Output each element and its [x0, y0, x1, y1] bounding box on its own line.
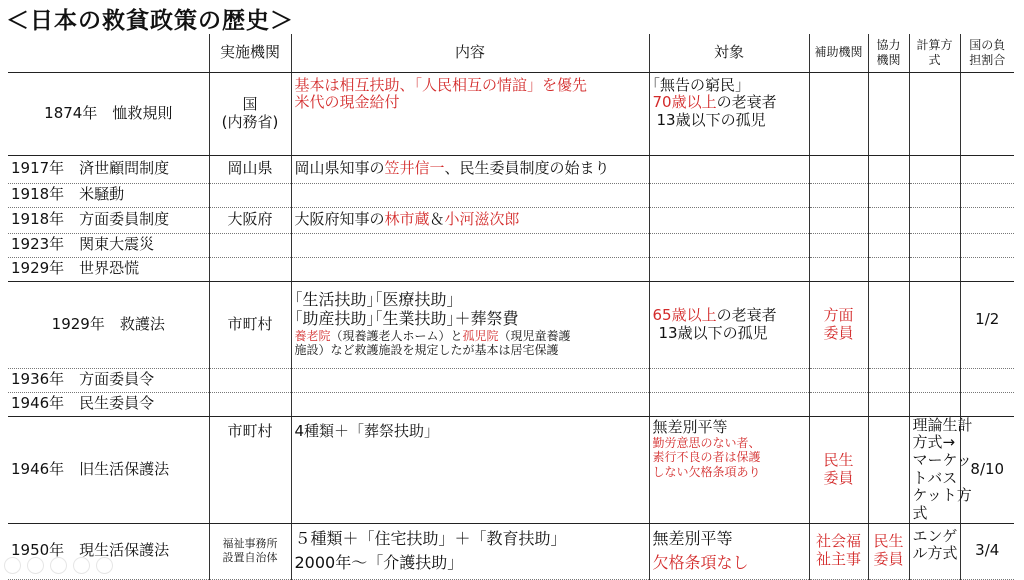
table-row — [8, 207, 1014, 233]
table-row — [8, 72, 1014, 155]
content-cell — [291, 523, 649, 579]
target-line: 13歳以下の孤児 — [658, 323, 768, 342]
agency-cell — [209, 183, 291, 207]
header-ratio: 国の負担割合 — [960, 34, 1014, 72]
ratio-cell — [960, 183, 1014, 207]
event-cell: 1923年 関東大震災 — [8, 233, 209, 257]
agency-line: 国 — [242, 94, 258, 113]
agency-cell — [209, 368, 291, 392]
content-cell — [291, 257, 649, 281]
agency-cell — [209, 392, 291, 416]
target-cell — [649, 233, 809, 257]
coop-cell — [868, 416, 909, 523]
agency-cell — [209, 523, 291, 579]
calc-cell — [909, 183, 960, 207]
agency-cell — [209, 72, 291, 155]
content-red: 孤児院 — [462, 329, 499, 344]
aux-cell — [809, 72, 868, 155]
content-red: 小河滋次郎 — [444, 210, 520, 229]
calc-line: トバス — [912, 468, 958, 487]
target-text: の老衰者 — [716, 93, 777, 112]
table-header-row — [8, 34, 1014, 72]
aux-cell — [809, 257, 868, 281]
event-cell: 1946年 旧生活保護法 — [8, 416, 209, 523]
content-text: （現養護老人ホーム）と — [330, 329, 463, 344]
aux-line: 方面 — [823, 305, 854, 324]
target-red: 65歳以上 — [652, 305, 717, 324]
page-title: ＜日本の救貧政策の歴史＞ — [6, 8, 294, 34]
ratio-cell: 3/4 — [960, 523, 1014, 579]
ratio-cell — [960, 72, 1014, 155]
content-line: ｢助産扶助｣｢生業扶助｣＋葬祭費 — [294, 309, 519, 329]
content-cell — [291, 155, 649, 183]
coop-cell — [868, 281, 909, 368]
content-cell — [291, 368, 649, 392]
aux-line: 社会福 — [815, 532, 861, 551]
content-cell: 4種類＋「葬祭扶助」 — [291, 416, 649, 523]
event-cell: 1936年 方面委員令 — [8, 368, 209, 392]
target-cell — [649, 281, 809, 368]
calc-cell — [909, 155, 960, 183]
calc-cell — [909, 392, 960, 416]
content-text: 岡山県知事の — [294, 159, 385, 178]
target-cell — [649, 523, 809, 579]
event-cell: 1918年 方面委員制度 — [8, 207, 209, 233]
coop-cell — [868, 72, 909, 155]
target-red-line: 素行不良の者は保護 — [652, 450, 761, 465]
content-red: 笠井信一 — [384, 159, 445, 178]
aux-cell — [809, 416, 868, 523]
coop-cell — [868, 183, 909, 207]
content-line: ｢生活扶助｣｢医療扶助｣ — [294, 290, 455, 310]
table-row — [8, 416, 1014, 523]
target-cell — [649, 155, 809, 183]
target-text: の老衰者 — [716, 305, 777, 324]
event-cell: 1917年 済世顧問制度 — [8, 155, 209, 183]
aux-cell — [809, 392, 868, 416]
table-row — [8, 155, 1014, 183]
calc-line: 方式→ — [912, 433, 956, 452]
coop-cell — [868, 207, 909, 233]
target-cell — [649, 207, 809, 233]
content-line: 2000年～「介護扶助」 — [294, 553, 464, 573]
aux-line: 祉主事 — [815, 550, 861, 569]
menu-icon[interactable] — [96, 557, 113, 574]
pen-icon[interactable] — [50, 557, 67, 574]
target-red-line: しない欠格条項あり — [652, 464, 761, 479]
aux-line: 委員 — [823, 468, 854, 487]
slide-controls — [4, 557, 113, 574]
agency-line: 設置自治体 — [222, 551, 278, 565]
content-red-line: 基本は相互扶助、「人民相互の情誼」を優先 — [294, 75, 588, 94]
ratio-cell: 8/10 — [960, 416, 1014, 523]
aux-line: 委員 — [823, 323, 854, 342]
target-line: 無差別平等 — [652, 529, 733, 549]
header-calc: 計算方式 — [909, 34, 960, 72]
coop-line: 民生 — [873, 532, 904, 551]
agency-cell: 市町村 — [209, 281, 291, 368]
aux-cell — [809, 207, 868, 233]
zoom-icon[interactable] — [73, 557, 90, 574]
ratio-cell — [960, 257, 1014, 281]
table-row — [8, 233, 1014, 257]
calc-cell — [909, 281, 960, 368]
target-cell — [649, 392, 809, 416]
ratio-cell — [960, 233, 1014, 257]
target-cell — [649, 183, 809, 207]
header-agency: 実施機関 — [209, 34, 291, 72]
aux-cell — [809, 233, 868, 257]
table-row — [8, 392, 1014, 416]
aux-cell — [809, 523, 868, 579]
ratio-cell — [960, 392, 1014, 416]
content-cell — [291, 72, 649, 155]
content-red-line: 米代の現金給付 — [294, 93, 400, 112]
header-content: 内容 — [291, 34, 649, 72]
coop-cell — [868, 523, 909, 579]
content-text: ＆ — [429, 210, 445, 229]
target-cell — [649, 416, 809, 523]
aux-cell — [809, 368, 868, 392]
event-cell: 1946年 民生委員令 — [8, 392, 209, 416]
calc-cell — [909, 368, 960, 392]
table-row — [8, 257, 1014, 281]
agency-line: (内務省) — [221, 112, 279, 131]
header-event — [8, 34, 209, 72]
content-cell — [291, 183, 649, 207]
agency-cell: 大阪府 — [209, 207, 291, 233]
coop-cell — [868, 257, 909, 281]
content-red: 林市蔵 — [384, 210, 430, 229]
ratio-cell: 1/2 — [960, 281, 1014, 368]
coop-cell — [868, 233, 909, 257]
header-coop: 協力機関 — [868, 34, 909, 72]
target-red-line: 勤労意思のない者、 — [652, 436, 761, 451]
calc-cell — [909, 207, 960, 233]
event-cell: 1874年 恤救規則 — [8, 72, 209, 155]
content-cell — [291, 392, 649, 416]
prev-icon[interactable] — [4, 557, 21, 574]
coop-cell — [868, 155, 909, 183]
history-table — [8, 34, 1014, 580]
ratio-cell — [960, 368, 1014, 392]
target-line: ｢無告の窮民｣ — [652, 75, 743, 94]
aux-cell — [809, 183, 868, 207]
table-row — [8, 523, 1014, 579]
content-text: 大阪府知事の — [294, 210, 385, 229]
calc-cell — [909, 72, 960, 155]
aux-line: 民生 — [823, 450, 854, 469]
next-icon[interactable] — [27, 557, 44, 574]
target-line — [653, 307, 806, 325]
target-line: 無差別平等 — [652, 417, 728, 436]
header-target: 対象 — [649, 34, 809, 72]
table-row — [8, 281, 1014, 368]
target-cell — [649, 72, 809, 155]
ratio-cell — [960, 207, 1014, 233]
content-text: 、民生委員制度の始まり — [444, 159, 610, 178]
agency-cell — [209, 233, 291, 257]
calc-line: マーケッ — [912, 450, 972, 469]
aux-cell — [809, 281, 868, 368]
agency-line: 福祉事務所 — [222, 536, 278, 550]
content-line: 施設）など救護施設を規定したが基本は居宅保護 — [294, 343, 559, 358]
coop-cell — [868, 368, 909, 392]
content-cell — [291, 281, 649, 368]
target-cell — [649, 257, 809, 281]
target-red-line: 欠格条項なし — [652, 553, 749, 573]
coop-line: 委員 — [873, 550, 904, 569]
table-row — [8, 368, 1014, 392]
calc-cell — [909, 523, 960, 579]
target-cell — [649, 368, 809, 392]
content-cell — [291, 207, 649, 233]
event-cell: 1950年 現生活保護法 — [8, 523, 209, 579]
calc-line: エンゲ — [912, 526, 958, 545]
event-cell: 1929年 救護法 — [8, 281, 209, 368]
calc-line: 理論生計 — [912, 415, 973, 434]
aux-cell — [809, 155, 868, 183]
agency-cell: 岡山県 — [209, 155, 291, 183]
calc-line: 式 — [912, 503, 928, 522]
content-cell — [291, 233, 649, 257]
header-aux: 補助機関 — [809, 34, 868, 72]
coop-cell — [868, 392, 909, 416]
calc-cell — [909, 415, 973, 523]
calc-line: ル方式 — [912, 544, 958, 563]
agency-cell: 市町村 — [209, 416, 291, 523]
calc-cell — [909, 257, 960, 281]
content-line: ５種類＋「住宅扶助」＋「教育扶助」 — [294, 529, 567, 549]
target-line: 13歳以下の孤児 — [656, 110, 766, 129]
calc-cell — [909, 233, 960, 257]
agency-cell — [209, 257, 291, 281]
content-red: 養老院 — [294, 329, 331, 344]
event-cell: 1918年 米騒動 — [8, 183, 209, 207]
event-cell: 1929年 世界恐慌 — [8, 257, 209, 281]
calc-line: ケット方 — [912, 486, 972, 505]
ratio-cell — [960, 155, 1014, 183]
target-red: 70歳以上 — [652, 93, 717, 112]
content-text: （現児童養護 — [498, 329, 571, 344]
target-line — [653, 94, 806, 112]
table-row — [8, 183, 1014, 207]
content-line — [295, 329, 646, 343]
